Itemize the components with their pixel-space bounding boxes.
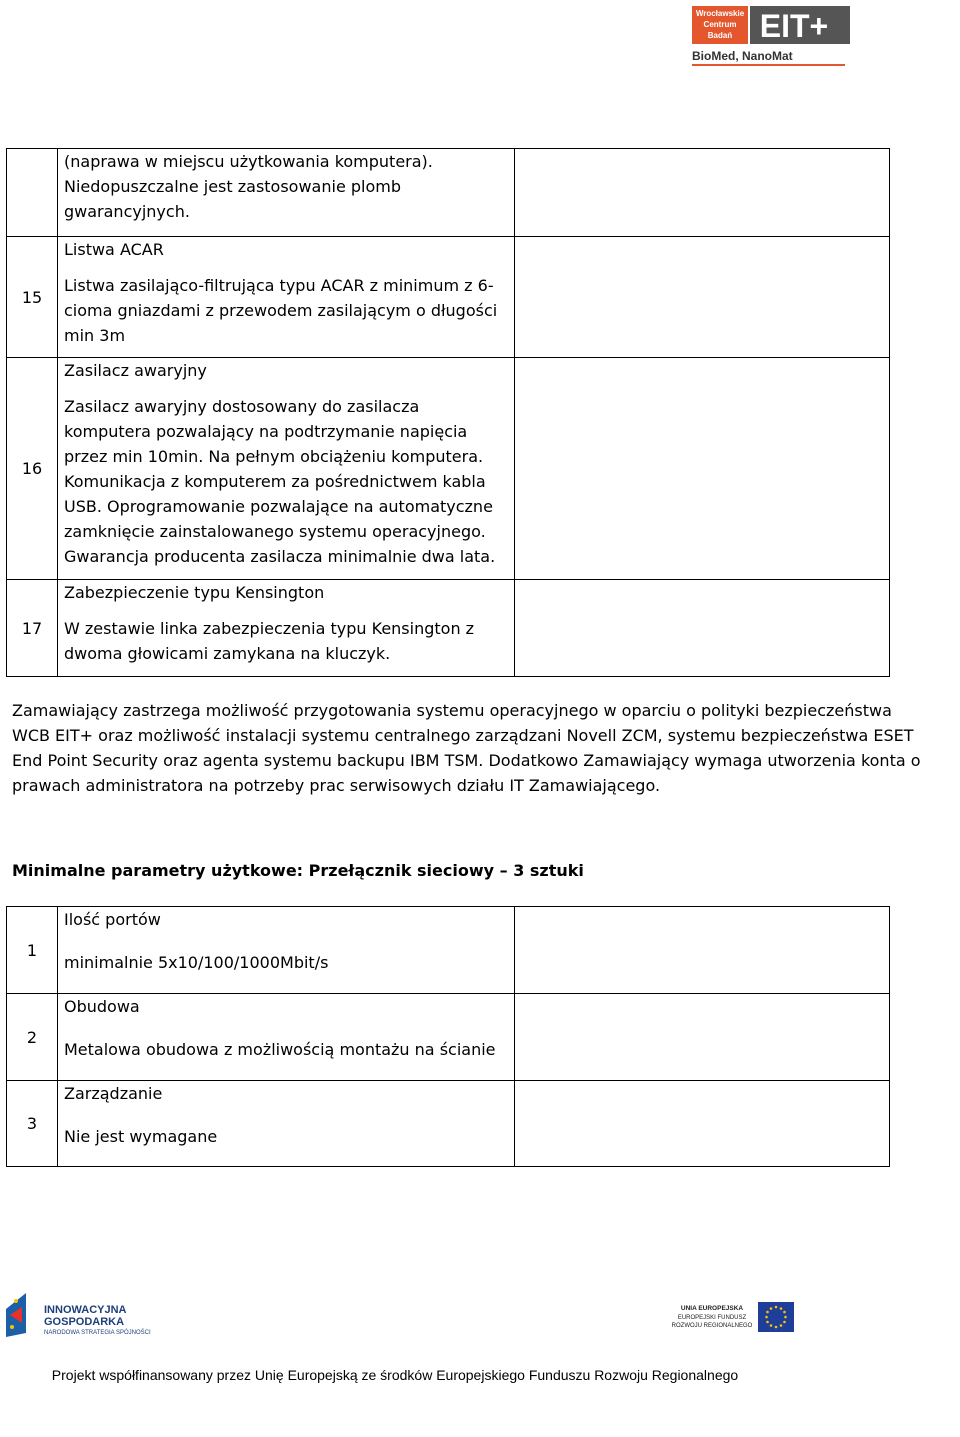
row-number: 3 [7,1081,58,1167]
eu-logo [666,1300,796,1334]
footer-left-line2: GOSPODARKA [44,1316,125,1328]
row-label: Zarządzanie [64,1084,163,1103]
section-heading: Minimalne parametry użytkowe: Przełącznik sieciowy – 3 sztuki [12,861,584,880]
innowacyjna-gospodarka-logo [4,1289,164,1341]
logo-line1: Wrocławskie [695,9,745,18]
footer-right-line2: EUROPEJSKI FUNDUSZ [677,1315,747,1321]
table-row [7,1081,890,1167]
table-row [7,907,890,994]
row-body: W zestawie linka zabezpieczenia typu Kensington z dwoma głowicami zamykana na kluczyk. [64,619,475,663]
row-number: 2 [7,994,58,1081]
row-body: minimalnie 5x10/100/1000Mbit/s [64,953,329,972]
offer-cell[interactable] [515,580,890,677]
row-label: Listwa ACAR [64,240,164,259]
row-label: Zabezpieczenie typu Kensington [64,583,325,602]
eit-logo [690,4,870,68]
row-body: Metalowa obudowa z możliwością montażu na ścianie [64,1040,496,1059]
spec-table-computer [6,148,890,677]
logo-line2: Centrum [703,20,737,29]
footer-right-line3: ROZWOJU REGIONALNEGO [671,1323,753,1329]
offer-cell[interactable] [515,907,890,994]
table-row [7,994,890,1081]
row-number: 16 [7,358,58,580]
table-row [7,358,890,580]
requirements-paragraph: Zamawiający zastrzega możliwość przygotowania systemu operacyjnego w oparciu o polityki bezpieczeństwa WCB EIT+ oraz możliwość instalacji systemu centralnego zarządzani Novell ZCM, systemu bezpieczeństwa ESET End Point Security oraz agenta systemu backupu IBM TSM. Dodatkowo Zamawiający wymaga utworzenia konta o prawach administratora na potrzeby prac serwisowych działu IT Zamawiającego. [12,701,921,795]
offer-cell[interactable] [515,358,890,580]
table-row [7,580,890,677]
row-number: 1 [7,907,58,994]
row-body: Listwa zasilająco-filtrująca typu ACAR z minimum z 6-cioma gniazdami z przewodem zasilającym o długości min 3m [64,276,498,345]
logo-mark: EIT+ [759,8,829,44]
row-number: 15 [7,237,58,358]
table-row [7,149,890,237]
offer-cell[interactable] [515,149,890,237]
footer-left-line3: NARODOWA STRATEGIA SPÓJNOŚCI [44,1330,151,1336]
row-label: Zasilacz awaryjny [64,361,207,380]
row-body: Zasilacz awaryjny dostosowany do zasilacza komputera pozwalający na podtrzymanie napięcia przez min 10min. Na pełnym obciążeniu komputera. Komunikacja z komputerem za pośrednictwem kabla USB. Oprogramowanie pozwalające na automatyczne zamknięcie zainstalowanego systemu operacyjnego. Gwarancja producenta zasilacza minimalnie dwa lata. [64,397,496,566]
row-body: Nie jest wymagane [64,1127,218,1146]
offer-cell[interactable] [515,1081,890,1167]
row-number: 17 [7,580,58,677]
row-label: Obudowa [64,997,140,1016]
row-body: (naprawa w miejscu użytkowania komputera). Niedopuszczalne jest zastosowanie plomb gwarancyjnych. [64,152,433,221]
offer-cell[interactable] [515,237,890,358]
spec-table-switch [6,906,890,1167]
row-label: Ilość portów [64,910,161,929]
offer-cell[interactable] [515,994,890,1081]
row-number [7,149,58,237]
table-row [7,237,890,358]
footer-right-line1: UNIA EUROPEJSKA [680,1305,744,1312]
footer-text: Projekt współfinansowany przez Unię Europejską ze środków Europejskiego Funduszu Rozwoju Regionalnego [51,1367,739,1383]
footer-left-line1: INNOWACYJNA [44,1304,127,1316]
logo-line3: Badań [707,31,733,40]
logo-subtitle: BioMed, NanoMat [692,49,793,63]
